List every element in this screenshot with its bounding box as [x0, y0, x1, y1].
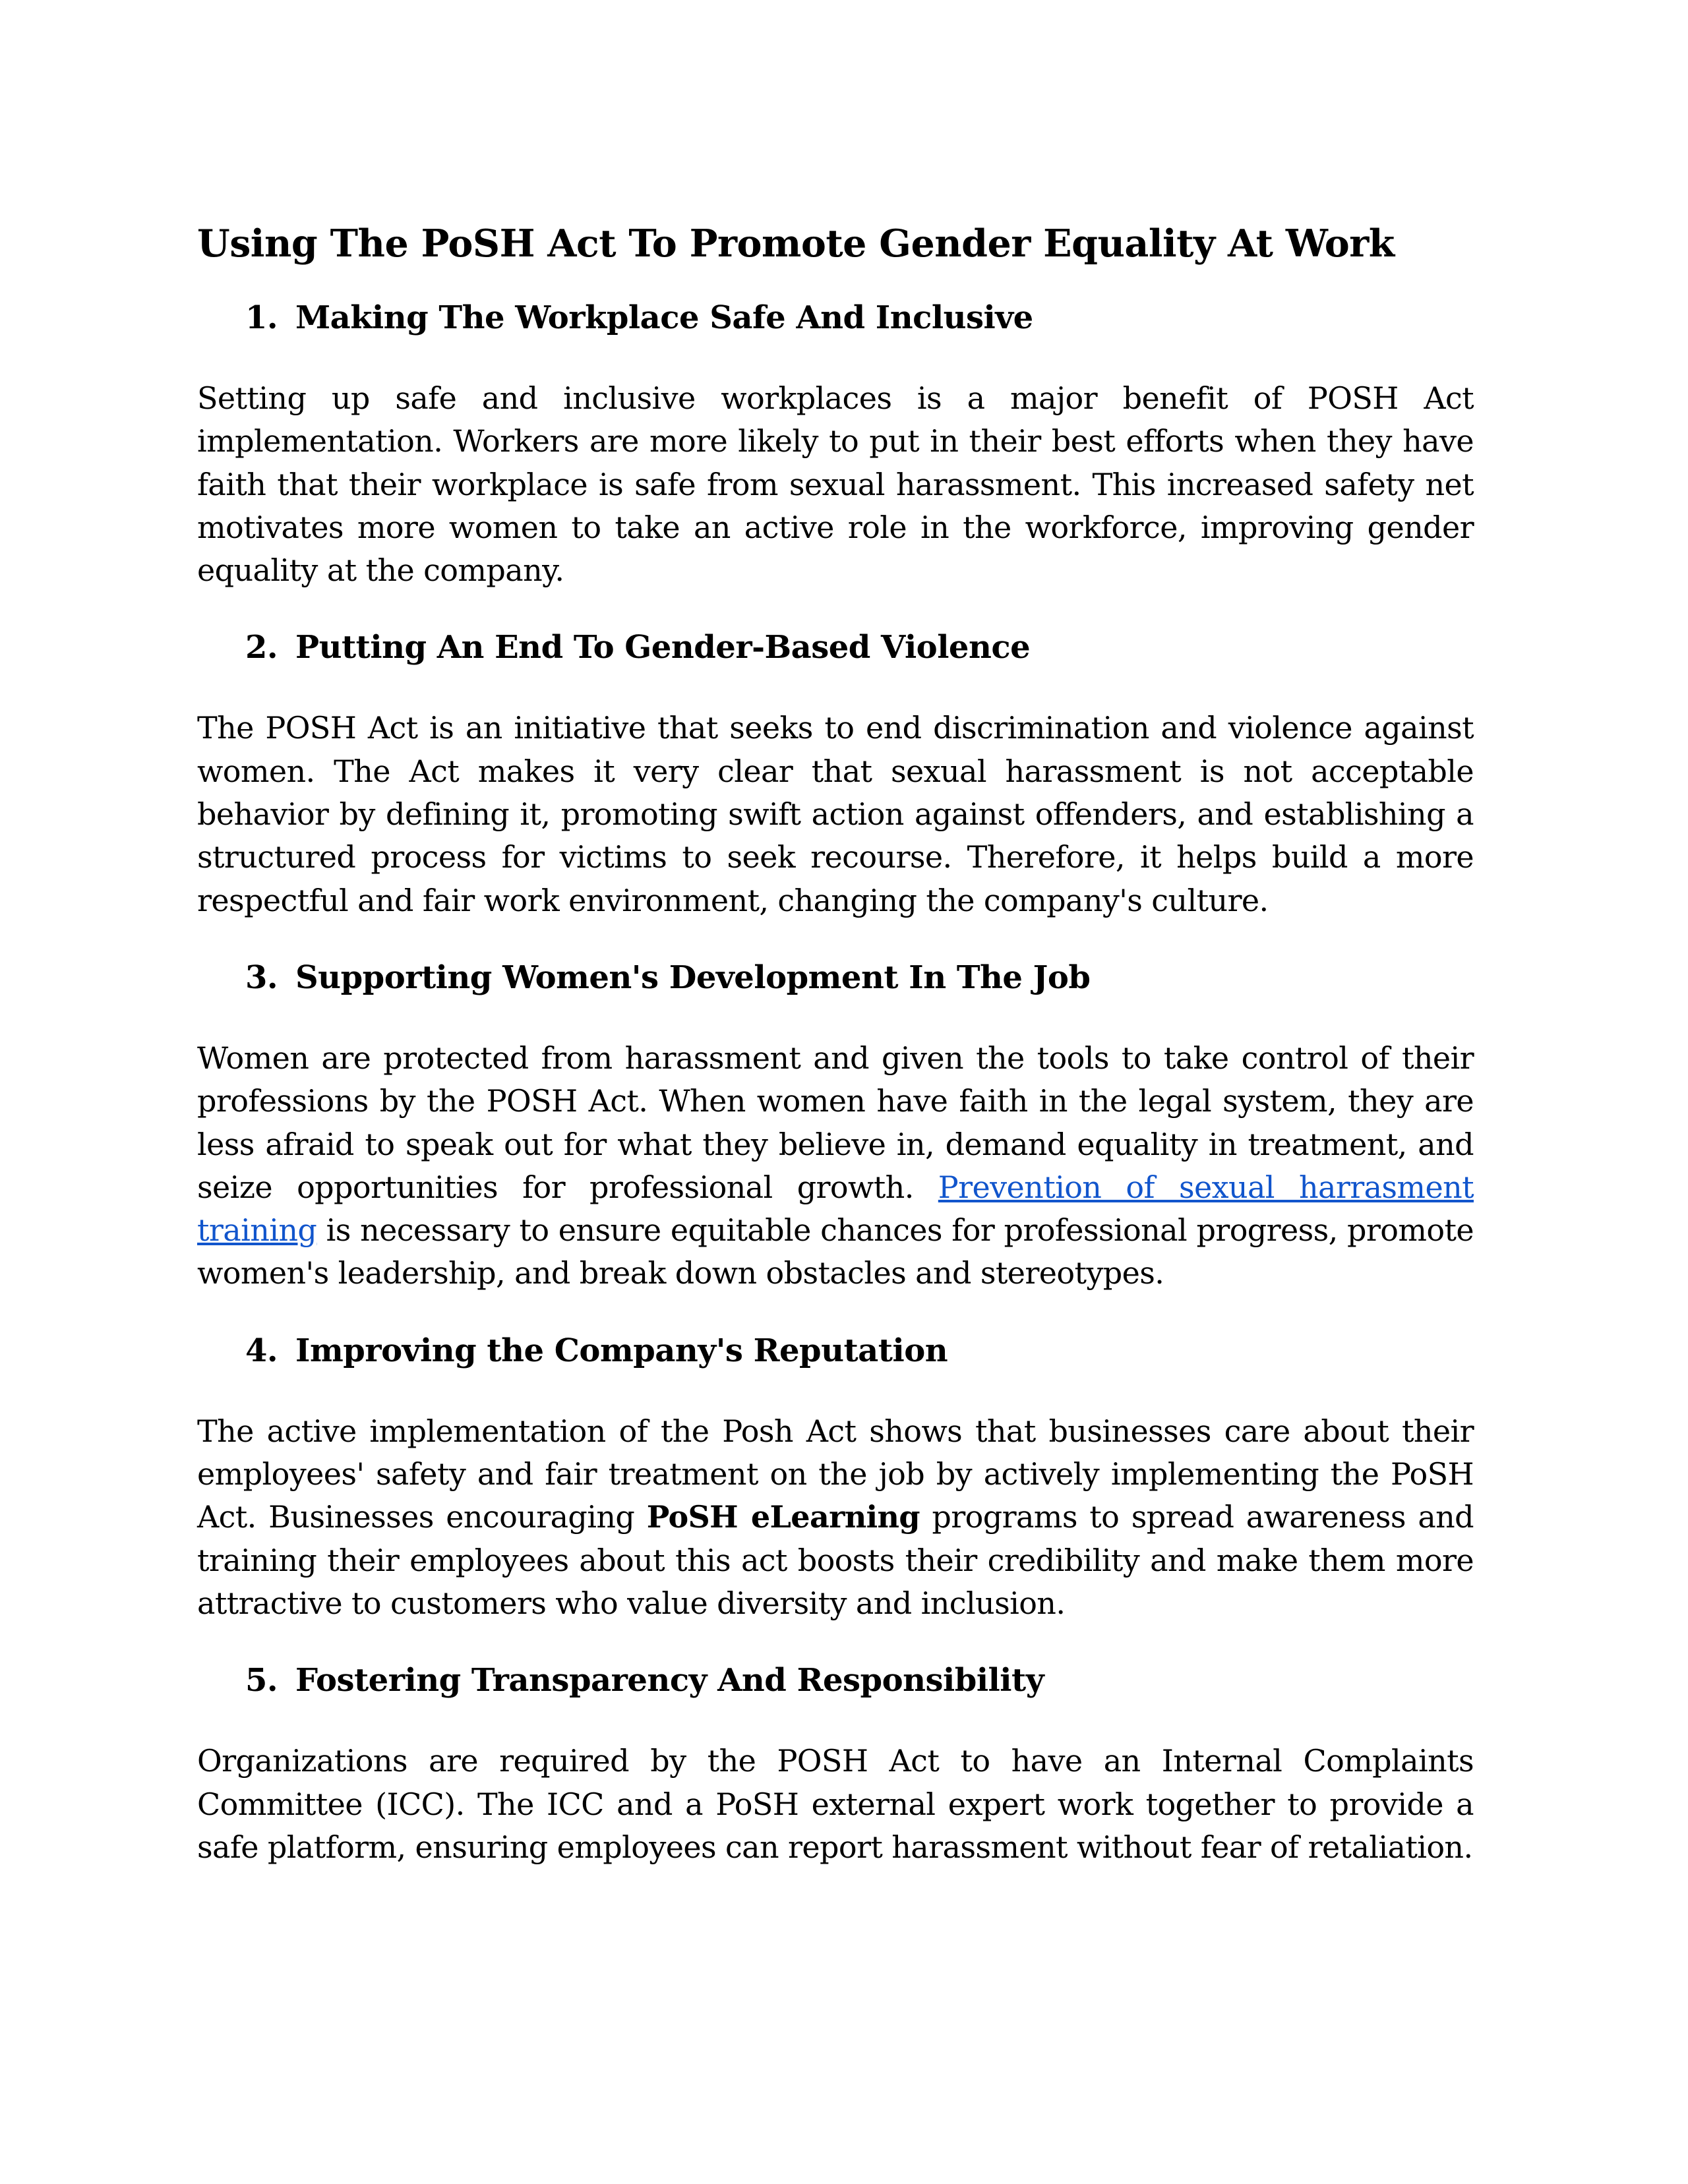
paragraph-text: programs to spread awareness and training their employees about this act boosts their credibility and make them more attractive to customers who value diversity and inclusion.: [197, 1499, 1474, 1621]
section-paragraph-3: [197, 1037, 1474, 1295]
section-paragraph-4: [197, 1410, 1474, 1625]
section-heading-1: [197, 297, 1474, 339]
section-number: 5.: [245, 1662, 278, 1699]
section-heading-4: [197, 1330, 1474, 1372]
section-number: 4.: [245, 1332, 278, 1369]
section-heading-2: [197, 626, 1474, 668]
paragraph-text: Women are protected from harassment and given the tools to take control of their professions by the POSH Act. When women have faith in the legal system, they are less afraid to speak out for what they believe in, demand equality in treatment, and seize opportunities for professional growth.: [197, 1040, 1474, 1205]
section-paragraph-5: Organizations are required by the POSH Act to have an Internal Complaints Committee (ICC). The ICC and a PoSH external expert work together to provide a safe platform, ensuring employees can report harassment without fear of retaliation.: [197, 1743, 1474, 1865]
posh-training-link[interactable]: Prevention of sexual harrasment training: [197, 1169, 1474, 1249]
paragraph-text: is necessary to ensure equitable chances for professional progress, promote women's leadership, and break down obstacles and stereotypes.: [197, 1212, 1474, 1291]
section-heading-text: Putting An End To Gender-Based Violence: [295, 629, 1031, 666]
section-number: 1.: [245, 299, 278, 336]
section-paragraph-2: The POSH Act is an initiative that seeks to end discrimination and violence against women. The Act makes it very clear that sexual harassment is not acceptable behavior by defining it, promoting swift action against offenders, and establishing a structured process for victims to seek recourse. Therefore, it helps build a more respectful and fair work environment, changing the company's culture.: [197, 710, 1474, 918]
section-heading-text: Supporting Women's Development In The Job: [295, 959, 1091, 996]
paragraph-text: The active implementation of the Posh Act shows that businesses care about their employees' safety and fair treatment on the job by actively implementing the PoSH Act. Businesses encouraging: [197, 1413, 1474, 1535]
section-heading-text: Improving the Company's Reputation: [295, 1332, 948, 1369]
section-heading-text: Making The Workplace Safe And Inclusive: [295, 299, 1033, 336]
document-title: Using The PoSH Act To Promote Gender Equality At Work: [197, 221, 1395, 266]
section-heading-3: [197, 957, 1474, 999]
section-paragraph-1: Setting up safe and inclusive workplaces is a major benefit of POSH Act implementation. Workers are more likely to put in their best efforts when they have faith that their workplace is safe from sexual harassment. This increased safety net motivates more women to take an active role in the workforce, improving gender equality at the company.: [197, 380, 1474, 589]
section-heading-5: [197, 1659, 1474, 1701]
section-number: 3.: [245, 959, 278, 996]
document-page: [197, 218, 1474, 1869]
bold-term: PoSH eLearning: [646, 1499, 920, 1535]
section-number: 2.: [245, 629, 278, 666]
section-heading-text: Fostering Transparency And Responsibility: [295, 1662, 1044, 1699]
